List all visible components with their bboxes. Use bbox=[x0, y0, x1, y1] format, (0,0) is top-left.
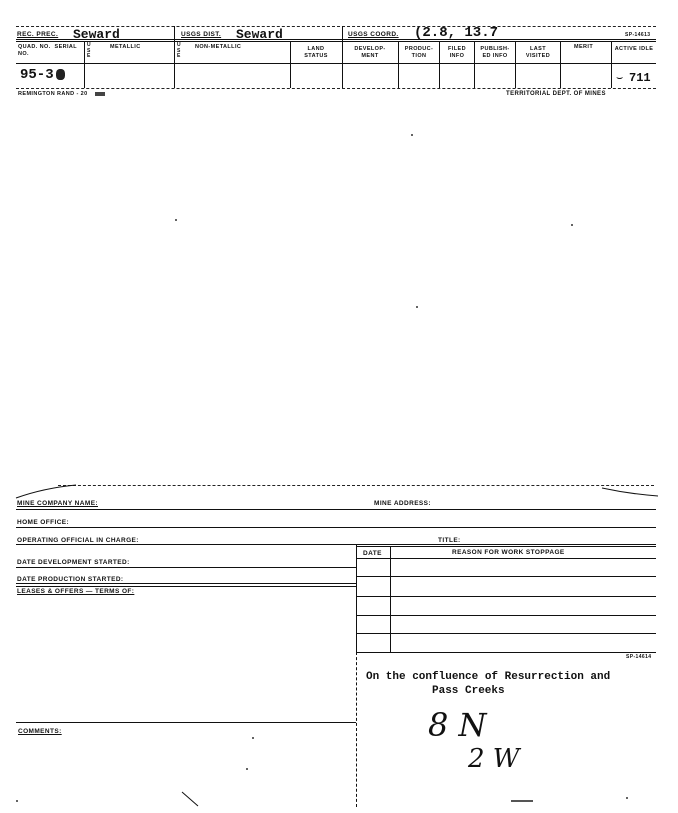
date-production-line-2 bbox=[16, 586, 356, 587]
scan-speck bbox=[16, 800, 18, 802]
home-office-line bbox=[16, 527, 656, 528]
divider bbox=[342, 26, 343, 88]
rec-prec-label: REC. PREC. bbox=[17, 31, 59, 38]
torn-edge-right bbox=[600, 484, 660, 500]
divider bbox=[611, 41, 612, 88]
development-header: DEVELOP-MENT bbox=[354, 46, 386, 59]
divider bbox=[84, 41, 85, 88]
divider bbox=[515, 41, 516, 88]
torn-edge-left bbox=[14, 478, 78, 500]
stoppage-row-line bbox=[356, 576, 656, 577]
comments-label: COMMENTS: bbox=[18, 728, 62, 735]
stoppage-row-line bbox=[356, 615, 656, 616]
date-development-line bbox=[16, 567, 356, 568]
usgs-coord-value: (2.8, 13.7 bbox=[414, 25, 499, 41]
stoppage-row-line bbox=[356, 633, 656, 634]
form-number-bottom: SP-14614 bbox=[626, 654, 652, 660]
operating-official-label: OPERATING OFFICIAL IN CHARGE: bbox=[17, 537, 139, 544]
handwritten-range: 2 W bbox=[468, 744, 520, 774]
title-label: TITLE: bbox=[438, 537, 461, 544]
land-status-header: LAND STATUS bbox=[304, 46, 328, 59]
handwritten-township: 8 N bbox=[428, 706, 487, 744]
divider bbox=[290, 41, 291, 88]
non-metallic-header: NON-METALLIC bbox=[195, 44, 242, 50]
divider bbox=[439, 41, 440, 88]
rec-prec-value: Seward bbox=[73, 27, 120, 42]
reason-column-header: REASON FOR WORK STOPPAGE bbox=[452, 549, 565, 556]
scan-speck bbox=[175, 219, 177, 221]
home-office-label: HOME OFFICE: bbox=[17, 519, 70, 526]
stoppage-header-line bbox=[356, 558, 656, 559]
production-header: PRODUC-TION bbox=[404, 46, 434, 59]
quad-serial-value: 95-3 bbox=[20, 67, 54, 83]
scan-speck bbox=[252, 737, 254, 739]
divider bbox=[398, 41, 399, 88]
comments-top-line bbox=[16, 722, 356, 723]
active-idle-header: ACTIVE IDLE bbox=[614, 46, 654, 52]
date-production-label: DATE PRODUCTION STARTED: bbox=[17, 576, 124, 583]
operating-official-line bbox=[16, 544, 656, 545]
published-info-header: PUBLISH-ED INFO bbox=[480, 46, 510, 59]
date-development-label: DATE DEVELOPMENT STARTED: bbox=[17, 559, 130, 566]
scan-speck bbox=[411, 134, 413, 136]
pen-stroke bbox=[180, 790, 200, 808]
quad-serial-header bbox=[18, 44, 80, 58]
stoppage-row-line bbox=[356, 596, 656, 597]
stoppage-table-left-edge bbox=[356, 544, 357, 652]
usgs-dist-value: Seward bbox=[236, 27, 283, 42]
mine-company-name-label: MINE COMPANY NAME: bbox=[17, 500, 98, 507]
use-label-1: U S E bbox=[87, 42, 92, 59]
active-idle-value: 711 bbox=[629, 71, 651, 85]
stoppage-table-date-divider bbox=[390, 546, 391, 652]
top-edge-line bbox=[16, 26, 656, 27]
filed-info-header: FILED INFO bbox=[448, 46, 466, 59]
use-label-2: U S E bbox=[177, 42, 182, 59]
location-note-line-1: On the confluence of Resurrection and bbox=[366, 671, 611, 683]
divider bbox=[474, 41, 475, 88]
scan-speck bbox=[416, 306, 418, 308]
leases-offers-label: LEASES & OFFERS — TERMS OF: bbox=[17, 588, 135, 595]
title-line-double bbox=[356, 546, 656, 547]
form-number-top: SP-14613 bbox=[625, 32, 651, 38]
divider bbox=[174, 26, 175, 88]
date-production-line-1 bbox=[16, 583, 356, 584]
usgs-dist-label: USGS DIST. bbox=[181, 31, 222, 38]
divider bbox=[560, 41, 561, 88]
header-line-1 bbox=[16, 39, 656, 40]
footer-mark bbox=[95, 92, 105, 96]
mine-company-line bbox=[16, 509, 656, 510]
scan-speck bbox=[571, 224, 573, 226]
date-column-header: DATE bbox=[363, 550, 382, 557]
metallic-header: METALLIC bbox=[110, 44, 141, 50]
territorial-dept-footer: TERRITORIAL DEPT. OF MINES bbox=[506, 91, 606, 97]
last-visited-header: LAST VISITED bbox=[525, 46, 551, 59]
stoppage-table-bottom bbox=[356, 652, 656, 653]
mine-address-label: MINE ADDRESS: bbox=[374, 500, 431, 507]
scan-smudge bbox=[511, 800, 533, 802]
serial-no-label: SERIAL NO. bbox=[18, 44, 77, 57]
quad-no-label: QUAD. NO. bbox=[18, 44, 51, 50]
active-idle-mark: ⌣ bbox=[616, 72, 624, 84]
remington-rand-footer: REMINGTON RAND - 20 bbox=[18, 91, 88, 97]
row-bottom-line bbox=[16, 88, 656, 89]
bottom-card-top-edge bbox=[58, 485, 654, 486]
comments-right-edge bbox=[356, 652, 357, 807]
location-note-line-2: Pass Creeks bbox=[432, 685, 505, 697]
ink-blot bbox=[56, 69, 65, 80]
scan-speck bbox=[246, 768, 248, 770]
merit-header: MERIT bbox=[574, 44, 594, 50]
scan-speck bbox=[626, 797, 628, 799]
usgs-coord-label: USGS COORD. bbox=[348, 31, 399, 38]
